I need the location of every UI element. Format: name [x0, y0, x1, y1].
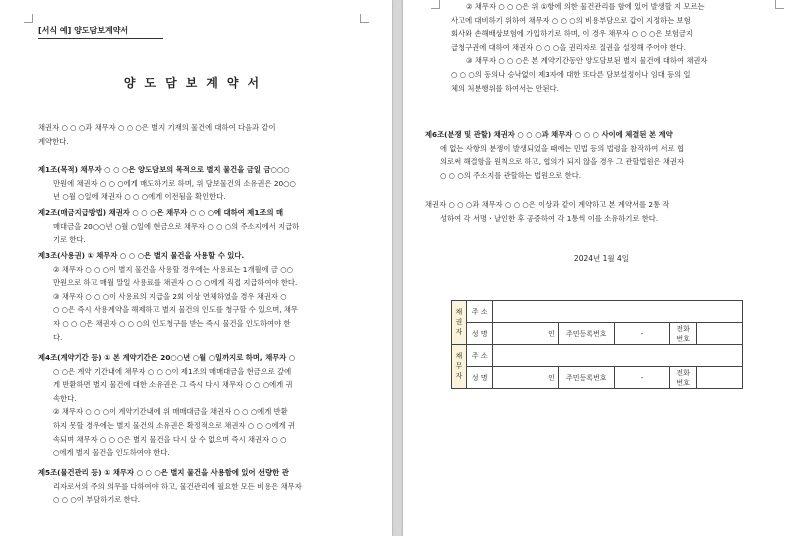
crop-mark [775, 0, 784, 9]
article-5-line: 회사와 손해배상보험에 가입하기로 하며, 이 경우 채무자 ○ ○ ○은 보험금지 [451, 29, 693, 39]
article-3-line: ③ 채무자 ○ ○ ○이 사용료의 지급을 2회 이상 연체하였을 경우 채권자 ○ [53, 291, 287, 301]
creditor-rrn-field[interactable]: - [614, 323, 670, 345]
article-5 [38, 466, 356, 507]
page-gutter [392, 0, 403, 536]
name-label: 성 명 [466, 367, 493, 389]
article-5-line: ○ ○ ○의 동의나 승낙없이 제3자에 대한 또다른 담보설정이나 임대 등의 일 [451, 69, 691, 79]
article-4-line: 게 반환하면 별지 물건에 대한 소유권은 그 즉시 다시 채무자 ○ ○ ○에게 귀 [53, 380, 293, 390]
article-6-line: 제6조(분쟁 및 관할) 채권자 ○ ○ ○과 채무자 ○ ○ ○ 사이에 체결된 본 계약 [425, 130, 673, 139]
crop-mark [360, 14, 369, 23]
closing-line: 성하여 각 서명ㆍ날인한 후 공증하여 각 1통씩 이를 소유하기로 한다. [440, 213, 659, 223]
article-4-line: ○에게 별지 물건을 인도하여야 한다. [53, 448, 170, 458]
intro-line: 계약한다. [38, 136, 69, 146]
seal-mark: 인 [548, 373, 555, 382]
rrn-label: 주민등록번호 [558, 323, 614, 345]
name-label: 성 명 [466, 323, 493, 345]
debtor-phone-field[interactable] [697, 367, 743, 389]
creditor-address-field[interactable] [493, 301, 743, 323]
closing-line: 채권자 ○ ○ ○과 채무자 ○ ○ ○은 이상과 같이 계약하고 본 계약서를 2통 작 [425, 200, 670, 209]
article-5-line: ③ 채무자 ○ ○ ○은 본 계약기간동안 양도담보된 별지 물건에 대하여 채권자 [466, 56, 708, 66]
crop-mark [431, 0, 440, 9]
address-label: 주 소 [466, 301, 493, 323]
article-3-line: 다. [53, 332, 63, 342]
phone-label: 전화번호 [670, 367, 697, 389]
article-5-line: 체의 처분행위를 하여서는 안된다. [451, 83, 559, 93]
document-page-2 [403, 0, 800, 536]
article-2-line: 기로 한다. [53, 235, 86, 245]
article-4-line: 하지 못할 경우에는 별지 물건의 소유권은 확정적으로 채권자 ○ ○ ○에게 귀 [53, 420, 295, 430]
debtor-label: 채무자 [452, 345, 467, 389]
article-3 [38, 249, 356, 344]
rrn-label: 주민등록번호 [558, 367, 614, 389]
contract-date: 2024년 1월 4일 [573, 254, 630, 263]
article-1-line: 년 ○월 ○일에 채권자 ○ ○ ○에게 이전됨을 확인한다. [53, 192, 226, 202]
intro-line: 채권자 ○ ○ ○과 채무자 ○ ○ ○은 별지 기재의 물건에 대하여 다음과 같이 [38, 123, 276, 132]
article-2-line: 제2조(매금지급방법) 채권자 ○ ○ ○은 채무자 ○ ○ ○에 대하여 제1조의 매 [38, 208, 284, 217]
article-2 [38, 206, 356, 247]
crop-mark [24, 14, 33, 23]
debtor-address-field[interactable] [493, 345, 743, 367]
creditor-name-field[interactable] [493, 323, 558, 345]
article-4 [38, 351, 356, 460]
article-5-line: ○ ○ ○이 부담하기로 한다. [53, 495, 141, 505]
article-6-line: ○ ○ ○의 주소지를 관할하는 법원으로 한다. [440, 170, 582, 180]
article-5-line: 제5조(물건관리 등) ① 채무자 ○ ○ ○은 별지 물건을 사용함에 있어 선량한 관 [38, 468, 289, 477]
article-1 [38, 163, 356, 204]
article-4-line: 속한다. [53, 393, 77, 403]
article-3-line: ○ ○은 즉시 사용계약을 해제하고 별지 물건의 인도를 청구할 수 있으며, 채무 [53, 305, 298, 315]
document-page-1 [0, 0, 392, 536]
article-5-line: 급청구권에 대하여 채권자 ○ ○ ○을 권리자로 질권을 설정해 주어야 한다. [451, 42, 686, 52]
article-6 [425, 128, 765, 182]
article-4-line: ○ ○은 계약 기간내에 채무자 ○ ○ ○이 제1조의 매매대금을 현금으로 갚에 [53, 366, 292, 376]
article-1-line: 만원에 채권자 ○ ○ ○에게 매도하기로 하며, 위 담보물건의 소유권은 20○○ [53, 178, 296, 188]
creditor-label: 채권자 [452, 301, 467, 345]
seal-mark: 인 [548, 329, 555, 338]
article-3-line: 제3조(사용권) ① 채무자 ○ ○ ○은 별지 물건을 사용할 수 있다. [38, 251, 245, 260]
document-title: 양도담보계약서 [123, 76, 269, 90]
article-6-line: 의로써 해결함을 원칙으로 하고, 협의가 되지 않을 경우 그 관할법원은 채권자 [440, 157, 685, 167]
article-1-line: 제1조(목적) 채무자 ○ ○ ○은 양도담보의 목적으로 별지 물건을 금일 금○○○ [38, 165, 290, 174]
article-3-line: 자 ○ ○ ○은 채권자 ○ ○ ○의 인도청구를 받는 즉시 물건을 인도하여야 한 [53, 318, 291, 328]
closing-paragraph [425, 198, 765, 225]
article-5-line: 사고에 대비하기 위하여 채무자 ○ ○ ○의 비용부담으로 갑이 지정하는 보험 [451, 15, 691, 25]
intro-paragraph [38, 121, 356, 148]
phone-label: 전화번호 [670, 323, 697, 345]
creditor-phone-field[interactable] [697, 323, 743, 345]
article-3-line: 만원으로 하고 매월 말일 사용료를 채권자 ○ ○ ○에게 직접 지급하여야 한다. [53, 278, 298, 288]
debtor-rrn-field[interactable]: - [614, 367, 670, 389]
article-3-line: ② 채무자 ○ ○ ○이 별지 물건을 사용할 경우에는 사용료는 1개월에 금 ○○ [53, 264, 294, 274]
signature-table [451, 300, 743, 389]
article-5-continued [451, 0, 767, 95]
article-5-line: 리자로서의 주의 의무를 다하여야 하고, 물건관리에 필요한 모든 비용은 채무자 [53, 481, 302, 491]
article-4-line: 제4조(계약기간 등) ① 본 계약기간은 20○○년 ○월 ○일까지로 하며, 채무자 ○ [38, 353, 296, 362]
article-4-line: 속되며 채무자 ○ ○ ○은 별지 물건을 다시 살 수 없으며 즉시 채권자 ○ ○ [53, 434, 287, 444]
article-2-line: 매대금을 20○○년 ○월 ○일에 현금으로 채무자 ○ ○ ○의 주소지에서 지급하 [53, 221, 300, 231]
form-header: [서식 예] 양도담보계약서 [38, 25, 163, 39]
article-5-line: ② 채무자 ○ ○ ○은 위 ①항에 의한 물건관리를 함에 있어 발생할 지 모르는 [466, 2, 705, 11]
article-4-line: ② 채무자 ○ ○ ○이 계약기간내에 위 매매대금을 채권자 ○ ○ ○에게 반환 [53, 407, 288, 417]
article-6-line: 에 없는 사항의 분쟁이 발생되었을 때에는 민법 등의 법령을 참작하여 서로 협 [440, 143, 685, 153]
debtor-name-field[interactable] [493, 367, 558, 389]
address-label: 주 소 [466, 345, 493, 367]
